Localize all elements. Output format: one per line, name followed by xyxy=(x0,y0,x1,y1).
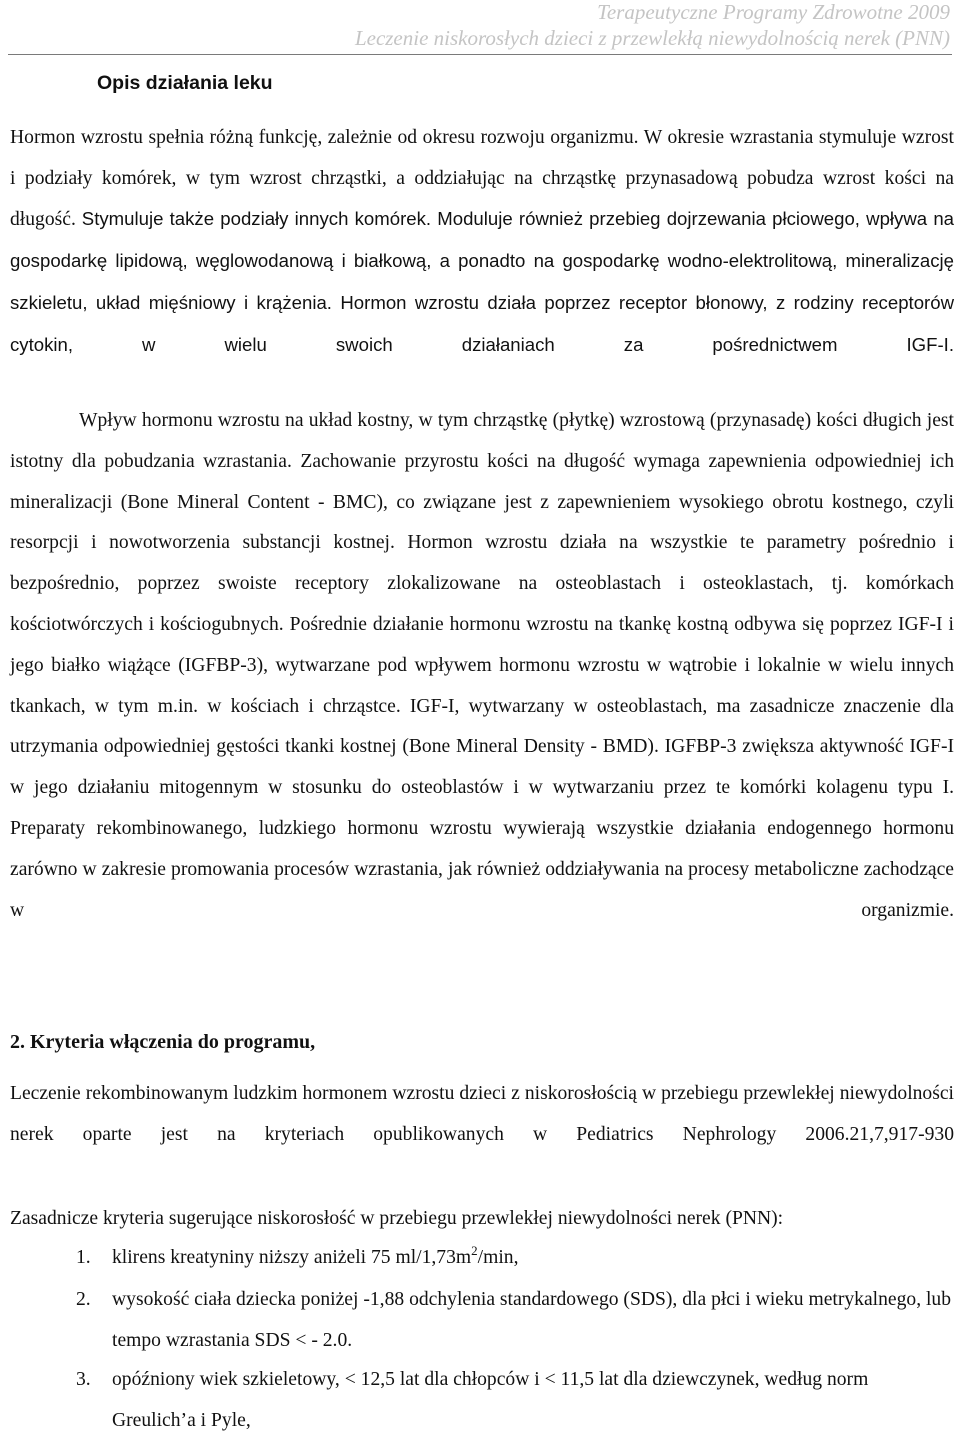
list-item xyxy=(0,1279,952,1361)
header-divider xyxy=(8,54,952,55)
list-item-text: opóźniony wiek szkieletowy, < 12,5 lat dla chłopców i < 11,5 lat dla dziewczynek, według norm Greulich’a i Pyle, xyxy=(112,1369,869,1431)
running-header-subtitle: Leczenie niskorosłych dzieci z przewlekłą niewydolnością nerek (PNN) xyxy=(354,26,950,50)
list-item-number: 1. xyxy=(76,1247,91,1268)
criteria-list xyxy=(0,1360,952,1441)
list-item-number: 2. xyxy=(76,1289,91,1310)
list-item-text-end: /min, xyxy=(477,1247,519,1268)
paragraph-text-sans: Stymuluje także podziały innych komórek. Moduluje również przebieg dojrzewania płciowego, wpływa na gospodarkę lipidową, węglowodanową i białkową, a ponadto na gospodarkę wodno-elektrolitową, mineralizację szkieletu, układ mięśniowy i krążenia. Hormon wzrostu działa poprzez receptor błonowy, z rodziny receptorów cytokin, w wielu swoich działaniach za pośrednictwem IGF-I. xyxy=(10,208,954,355)
list-item-number: 3. xyxy=(76,1369,91,1390)
paragraph-text: Wpływ hormonu wzrostu na układ kostny, w tym chrząstkę (płytkę) wzrostową (przynasadę) kości długich jest istotny dla pobudzania wzrastania. Zachowanie przyrostu kości na długość wymaga zapewnienia odpowiedniej ich mineralizacji (Bone Mineral Content - BMC), co związane jest z zapewnieniem wysokiego obrotu kostnego, czyli resorpcji i nowotworzenia substancji kostnej. Hormon wzrostu działa na wszystkie te parametry pośrednio i bezpośrednio, poprzez swoiste receptory zlokalizowane na osteoblastach i osteoklastach, tj. komórkach kościotwórczych i kościogubnych. Pośrednie działanie hormonu wzrostu na tkankę kostną odbywa się poprzez IGF-I i jego białko wiążące (IGFBP-3), wytwarzane pod wpływem hormonu wzrostu w wątrobie i lokalnie w wielu innych tkankach, w tym m.in. w kościach i chrząstce. IGF-I, wytwarzany w osteoblastach, ma zasadnicze znaczenie dla utrzymania odpowiedniej gęstości tkanki kostnej (Bone Mineral Density - BMD). IGFBP-3 zwiększa aktywność IGF-I w jego działaniu mitogennym w stosunku do osteoblastów i w wytwarzaniu przez te komórki kolagenu typu I. Preparaty rekombinowanego, ludzkiego hormonu wzrostu wywierają wszystkie działania endogennego hormonu zarówno w zakresie promowania procesów wzrastania, jak również oddziaływania na procesy metaboliczne zachodzące w organizmie. xyxy=(10,410,954,921)
paragraph-text: Leczenie rekombinowanym ludzkim hormonem wzrostu dzieci z niskorosłością w przebiegu przewlekłej niewydolności nerek oparte jest na kryteriach opublikowanych w Pediatrics Nephrology 2006.21,7,917-930 xyxy=(10,1083,954,1145)
superscript: 2 xyxy=(471,1243,478,1258)
running-header-title: Terapeutyczne Programy Zdrowotne 2009 xyxy=(597,0,950,24)
paragraph-treatment-basis xyxy=(10,1074,954,1155)
paragraph-text-serif: Hormon wzrostu spełnia różną funkcję, zależnie od okresu rozwoju organizmu. W okresie wzrastania stymuluje wzrost i podziały komórek, w tym wzrost chrząstki, a oddziałując na chrząstkę przynasadową pobudza wzrost kości na długość. xyxy=(10,127,954,231)
paragraph-text: Zasadnicze kryteria sugerujące niskorosłość w przebiegu przewlekłej niewydolności nerek (PNN): xyxy=(10,1208,784,1229)
paragraph-criteria-intro xyxy=(10,1199,954,1239)
criteria-list xyxy=(0,1238,952,1278)
section-heading: Opis działania leku xyxy=(97,72,273,94)
paragraph-hormone-function xyxy=(10,118,954,366)
list-item xyxy=(0,1360,952,1441)
criteria-list xyxy=(0,1279,952,1361)
list-item-text: klirens kreatyniny niższy aniżeli 75 ml/1,73m xyxy=(112,1247,472,1268)
section-2-heading: 2. Kryteria włączenia do programu, xyxy=(10,1031,316,1053)
paragraph-bone-effects xyxy=(10,401,954,931)
list-item xyxy=(0,1238,952,1278)
list-item-text: wysokość ciała dziecka poniżej -1,88 odchylenia standardowego (SDS), dla płci i wieku metrykalnego, lub tempo wzrastania SDS < - 2.0. xyxy=(112,1289,952,1351)
